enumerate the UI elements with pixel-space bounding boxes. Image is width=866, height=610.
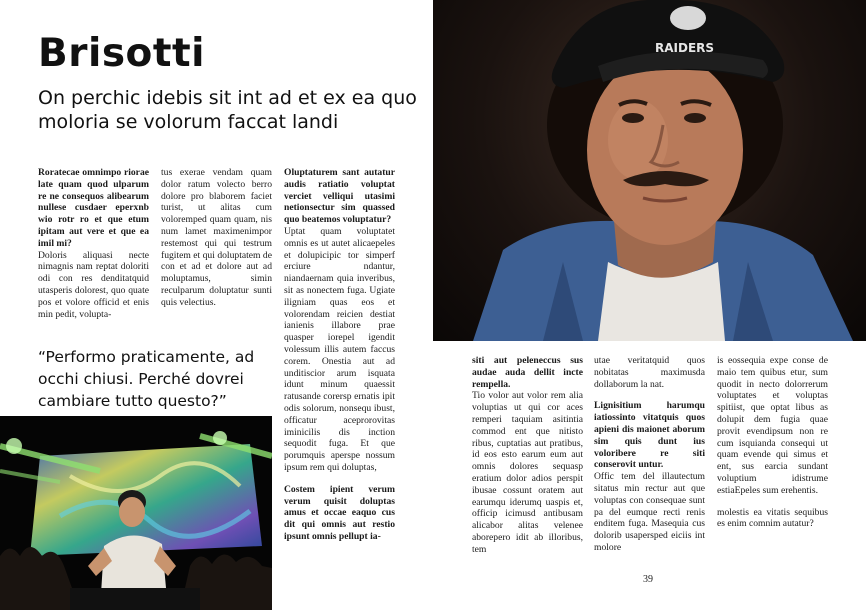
- column-4-body: Tio volor aut volor rem alia voluptias ut qui cor aces remperi taquiam asitintia commod ent que nitisto ribus, cuptatias aut pratibus, id eos esto earum eum aut omnis dolores sequasp eratium dolor adios perspit ibusae cossunt oratem aut earumqu iderumq uaspis et, officip icimusd antibusam alicabor alitas velenee aborepero idit ab illoribus, tem: [472, 390, 583, 555]
- text-column-5: [594, 355, 705, 554]
- column-5-body: utae veritatquid quos nobitatas maximusda dollaborum la nat.: [594, 355, 705, 390]
- text-column-6: [717, 355, 828, 530]
- text-column-4: [472, 355, 583, 556]
- column-3-body: Uptat quam voluptatet omnis es ut autet alicaepeles et dolupicipic tor simperf erciure ndantur, niandaernam quia inveribus, sit as nonectem fuga. Ugiate iligniam quas eos et volorendam reicien destiat ianienis illabore prae quasper iorepel igendit volessum illis autem faccus corem. Onestia aut ad unditiscior arum isquata idunt minum quaessit ratusande corersp ernatis ipit odis solorum, nonsequ ibust, officatur aceprorovitas iminicilis dis inction sequodit fuga. Et que porumquis aperspe nossum ipsum rem qui doluptas,: [284, 225, 395, 473]
- portrait-photo: [433, 0, 866, 341]
- column-1-lead: Roratecae omnimpo riorae late quam quod ulparum re ne consequos alibearum nullese cusdaer eperxnb wio rotr ro et que etum ipitam aut vere et que ea imil mi?: [38, 167, 149, 249]
- article-subtitle: On perchic idebis sit int ad et ex ea quo moloria se volorum faccat landi: [38, 87, 417, 133]
- article-title: Brisotti: [38, 31, 205, 76]
- text-column-2: [161, 167, 272, 309]
- column-2-body: tus exerae vendam quam dolor ratum volecto berro dolore pro blaborem faciet turist, ut alitas cum voloremped quam quam, nis num lamet maximenimpor restemost qui qui testrum fugitem et qui doluptatem de con et ad et dolore aut ad moluptamus, simin reculparum doluptatur sunti quis velectius.: [161, 167, 272, 308]
- column-6-body-2: molestis ea vitatis sequibus es enim comnim autatur?: [717, 506, 828, 530]
- column-4-lead: siti aut peleneccus sus audae auda dellit incte rempella.: [472, 355, 583, 390]
- page-number: 39: [643, 574, 653, 585]
- column-6-body: is eossequia expe conse de maio tem quibus etur, sum quodit in necto dolorrerum voluptates et voluptas spitiist, que optat libus as dolupit dem fugia quae provit evendipsum non re cum isquianda consequi ut quam evende qui simus et ent, sus earcia sundant voluptium idistrume estiaEpeles sum erehentis.: [717, 355, 828, 496]
- column-3-lead: Oluptaturem sant autatur audis ratiatio voluptat verciet velliqui utasimi netionsectur sim quassed quo beatemos voluptatur?: [284, 167, 395, 226]
- column-5-body-2: Offic tem del illautectum sitatus min rectur aut que voluptas con consequae sunt pa del eumque recti renis enditem fuga. Masequia cus dolorib usapersped eiciis int molore: [594, 471, 705, 553]
- cap-logo-text: RAIDERS: [655, 41, 715, 55]
- column-5-lead: Lignisitium harumqu iatiossinto vitatquis quos apieni dis maionet aborum sim quis dunt ius voloribere re siti conserovit untur.: [594, 400, 705, 471]
- pull-quote: “Performo praticamente, ad occhi chiusi. Perché dovrei cambiare tutto questo?”: [38, 348, 255, 410]
- column-1-body: Doloris aliquasi necte nimagnis nam reptat doloriti odi con res denditatquid utasperis dolorest, quo quate pos et volore officid et enis min pedit, volupta-: [38, 249, 149, 320]
- concert-photo: [0, 416, 272, 610]
- text-column-3: [284, 167, 395, 543]
- text-column-1: [38, 167, 149, 320]
- column-3-lead-2: Costem ipient verum verum quisit doluptas amus et occae eaquo cus dit qui omnis aut restio ipsunt omnis pellupt ia-: [284, 483, 395, 542]
